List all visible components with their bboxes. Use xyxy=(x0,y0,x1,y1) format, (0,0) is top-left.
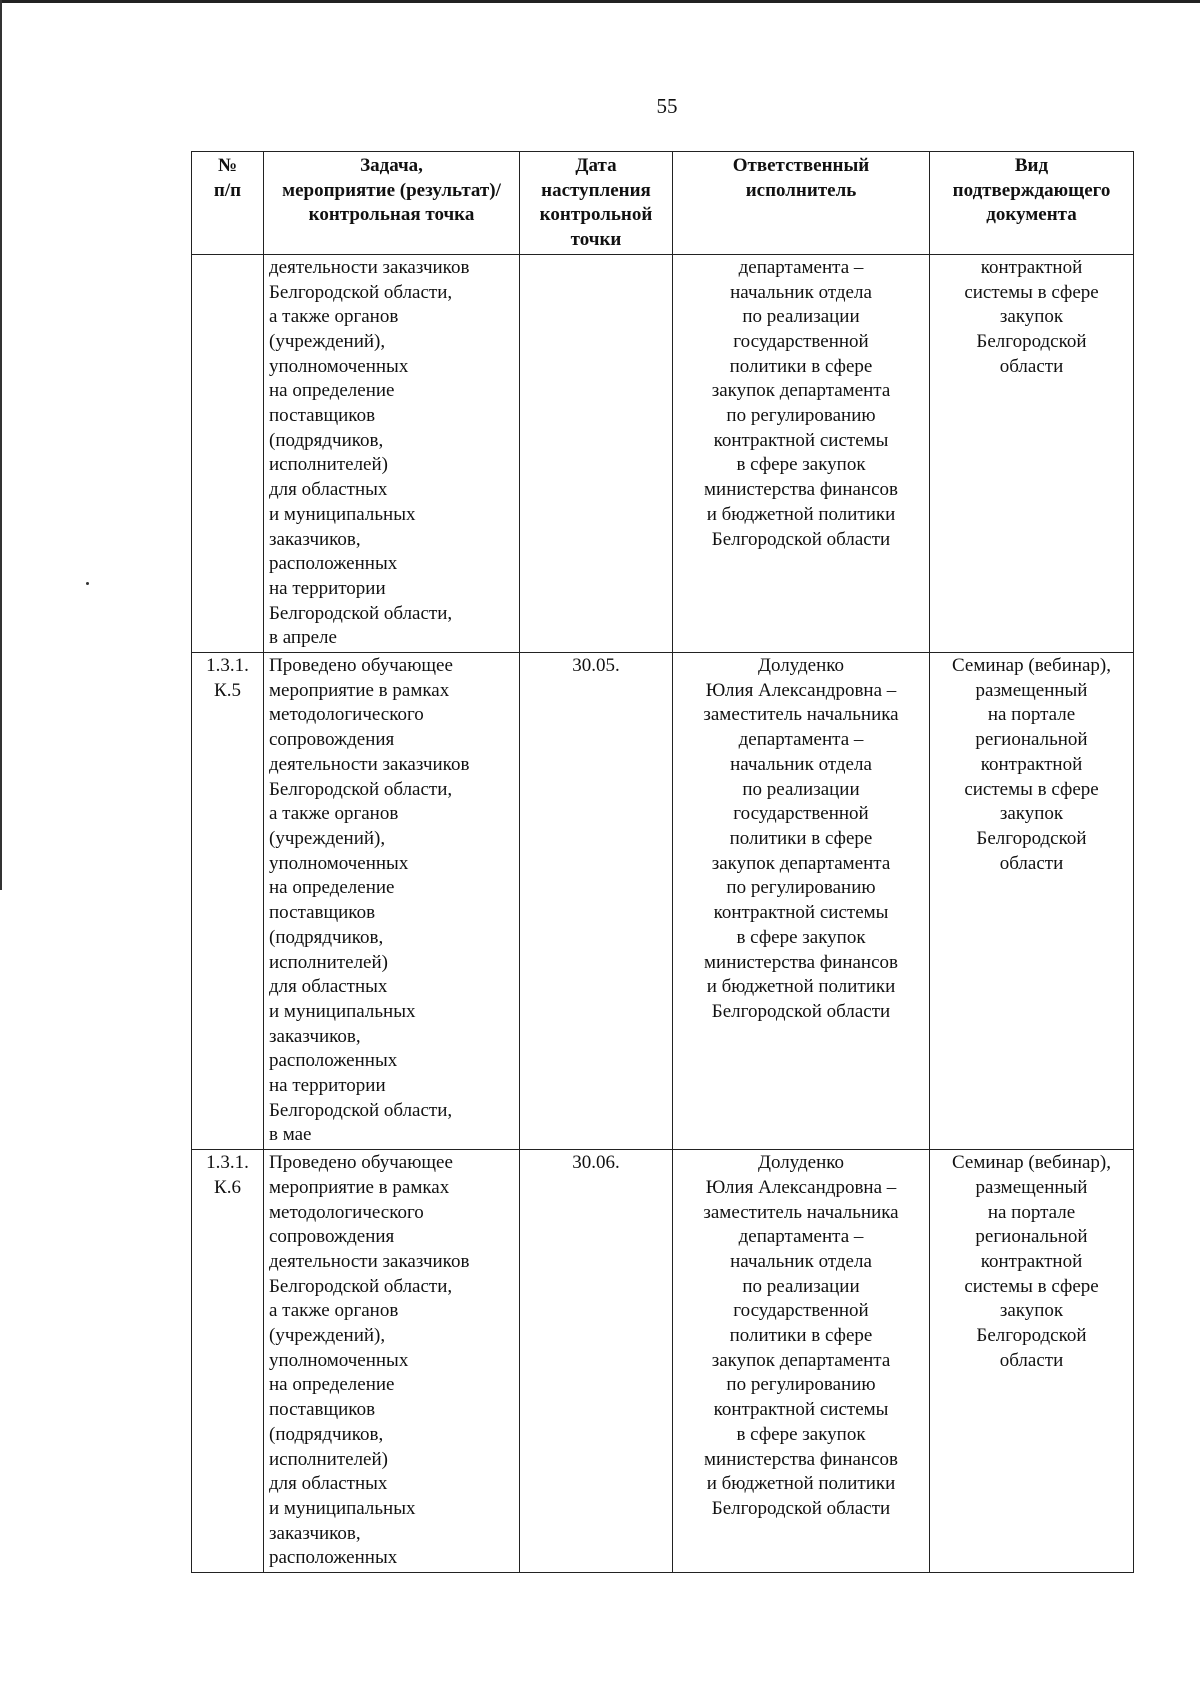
header-line: контрольная точка xyxy=(308,204,475,226)
cell-responsible xyxy=(673,653,930,1150)
cell-responsible xyxy=(673,254,930,652)
header-line: контрольной xyxy=(539,204,653,226)
cell-document xyxy=(930,1150,1134,1573)
cell-line: и муниципальных xyxy=(269,1000,416,1022)
table-row xyxy=(192,653,1134,1150)
table-header-row xyxy=(192,152,1134,255)
header-line: документа xyxy=(986,204,1077,226)
cell-line: в мае xyxy=(269,1124,312,1146)
header-line: наступления xyxy=(541,179,651,201)
cell-line: исполнителей) xyxy=(269,454,388,476)
cell-line: в сфере закупок xyxy=(736,454,866,476)
header-line: Дата xyxy=(575,155,617,176)
cell-line: уполномоченных xyxy=(269,852,409,874)
cell-line: методологического xyxy=(269,1201,424,1223)
cell-line: региональной xyxy=(975,729,1088,751)
header-line: точки xyxy=(570,229,622,251)
cell-line: министерства финансов xyxy=(704,1448,898,1470)
cell-document xyxy=(930,653,1134,1150)
cell-line: по реализации xyxy=(742,778,860,800)
cell-responsible xyxy=(673,1150,930,1573)
cell-line: закупок xyxy=(999,1300,1064,1322)
cell-line: (учреждений), xyxy=(269,1325,386,1347)
cell-line: для областных xyxy=(269,479,388,501)
cell-line: Белгородской xyxy=(976,1325,1087,1347)
cell-number xyxy=(192,653,264,1150)
cell-line: государственной xyxy=(733,1300,869,1322)
cell-line: начальник отдела xyxy=(730,753,872,775)
cell-line: на определение xyxy=(269,1374,395,1396)
header-line: Ответственный xyxy=(732,155,870,176)
cell-line: а также органов xyxy=(269,1300,399,1322)
cell-line: по регулированию xyxy=(726,1374,876,1396)
cell-line: на определение xyxy=(269,380,395,402)
scan-top-edge xyxy=(0,0,1200,3)
cell-line: заказчиков, xyxy=(269,1522,361,1544)
cell-line: Юлия Александровна – xyxy=(705,1176,897,1198)
cell-date xyxy=(520,254,673,652)
cell-line: заказчиков, xyxy=(269,528,361,550)
cell-line: (учреждений), xyxy=(269,330,386,352)
header-date xyxy=(520,152,673,255)
cell-line: и бюджетной политики xyxy=(706,976,896,998)
cell-line: государственной xyxy=(733,330,869,352)
cell-line: области xyxy=(999,852,1064,874)
cell-line: 30.05. xyxy=(572,655,620,677)
cell-line: для областных xyxy=(269,976,388,998)
cell-line: региональной xyxy=(975,1226,1088,1248)
cell-line: Семинар (вебинар), xyxy=(951,655,1111,677)
cell-line: поставщиков xyxy=(269,405,376,427)
cell-line: департамента – xyxy=(738,729,864,751)
cell-line: контрактной системы xyxy=(713,1399,889,1421)
cell-date xyxy=(520,1150,673,1573)
cell-line: (учреждений), xyxy=(269,827,386,849)
cell-line: министерства финансов xyxy=(704,951,898,973)
cell-line: Белгородской xyxy=(976,827,1087,849)
cell-line: в апреле xyxy=(269,627,337,649)
cell-line: закупок департамента xyxy=(711,852,891,874)
cell-line: министерства финансов xyxy=(704,479,898,501)
cell-line: и муниципальных xyxy=(269,503,416,525)
cell-line: деятельности заказчиков xyxy=(269,753,470,775)
scan-left-edge xyxy=(0,0,2,890)
cell-line: мероприятие в рамках xyxy=(269,679,450,701)
cell-line: на территории xyxy=(269,577,386,599)
cell-line: закупок xyxy=(999,306,1064,328)
header-line: подтверждающего xyxy=(952,179,1111,201)
cell-line: Белгородской области, xyxy=(269,281,453,303)
cell-line: исполнителей) xyxy=(269,1448,388,1470)
cell-line: политики в сфере xyxy=(729,355,873,377)
page-number: 55 xyxy=(656,94,678,118)
cell-line: системы в сфере xyxy=(964,778,1099,800)
cell-line: области xyxy=(999,1349,1064,1371)
table-row xyxy=(192,254,1134,652)
table-row xyxy=(192,1150,1134,1573)
cell-line: исполнителей) xyxy=(269,951,388,973)
cell-line: поставщиков xyxy=(269,1399,376,1421)
cell-line: а также органов xyxy=(269,803,399,825)
header-line: № xyxy=(217,155,238,176)
cell-line: политики в сфере xyxy=(729,827,873,849)
cell-line: 1.3.1. xyxy=(206,655,249,677)
cell-line: Долуденко xyxy=(757,655,845,677)
cell-line: заказчиков, xyxy=(269,1025,361,1047)
cell-line: в сфере закупок xyxy=(736,926,866,948)
header-line: Задача, xyxy=(360,155,423,176)
cell-line: закупок департамента xyxy=(711,1349,891,1371)
cell-line: уполномоченных xyxy=(269,1349,409,1371)
cell-number xyxy=(192,254,264,652)
cell-line: заместитель начальника xyxy=(703,704,899,726)
cell-line: системы в сфере xyxy=(964,281,1099,303)
cell-line: контрактной системы xyxy=(713,429,889,451)
cell-line: на определение xyxy=(269,877,395,899)
cell-line: заместитель начальника xyxy=(703,1201,899,1223)
cell-line: государственной xyxy=(733,803,869,825)
cell-line: Белгородской области, xyxy=(269,1099,453,1121)
cell-line: и муниципальных xyxy=(269,1497,416,1519)
cell-line: К.5 xyxy=(214,679,241,701)
cell-line: по регулированию xyxy=(726,877,876,899)
cell-line: области xyxy=(999,355,1064,377)
header-responsible xyxy=(673,152,930,255)
cell-line: поставщиков xyxy=(269,902,376,924)
cell-line: а также органов xyxy=(269,306,399,328)
cell-line: уполномоченных xyxy=(269,355,409,377)
cell-line: Юлия Александровна – xyxy=(705,679,897,701)
cell-line: Долуденко xyxy=(757,1152,845,1174)
cell-line: контрактной xyxy=(980,1250,1083,1272)
cell-line: деятельности заказчиков xyxy=(269,256,470,278)
header-number xyxy=(192,152,264,255)
cell-line: контрактной системы xyxy=(713,902,889,924)
header-line: п/п xyxy=(213,179,242,201)
cell-task xyxy=(264,653,520,1150)
cell-line: (подрядчиков, xyxy=(269,429,384,451)
cell-line: политики в сфере xyxy=(729,1325,873,1347)
cell-line: на территории xyxy=(269,1075,386,1097)
cell-line: для областных xyxy=(269,1473,388,1495)
cell-line: Белгородской области xyxy=(711,1000,891,1022)
header-line: мероприятие (результат)/ xyxy=(282,179,501,201)
cell-line: начальник отдела xyxy=(730,1250,872,1272)
cell-line: 30.06. xyxy=(572,1152,620,1174)
cell-line: Белгородской области, xyxy=(269,1275,453,1297)
cell-line: Белгородской области, xyxy=(269,602,453,624)
cell-line: закупок департамента xyxy=(711,380,891,402)
cell-task xyxy=(264,1150,520,1573)
cell-line: Белгородской xyxy=(976,330,1087,352)
cell-line: по реализации xyxy=(742,306,860,328)
cell-line: департамента – xyxy=(738,1226,864,1248)
cell-line: (подрядчиков, xyxy=(269,926,384,948)
cell-line: методологического xyxy=(269,704,424,726)
cell-line: расположенных xyxy=(269,1050,398,1072)
cell-line: Белгородской области xyxy=(711,528,891,550)
cell-line: размещенный xyxy=(975,679,1088,701)
cell-document xyxy=(930,254,1134,652)
cell-line: в сфере закупок xyxy=(736,1423,866,1445)
cell-line: мероприятие в рамках xyxy=(269,1176,450,1198)
header-task xyxy=(264,152,520,255)
header-line: исполнитель xyxy=(745,179,857,201)
cell-line: сопровождения xyxy=(269,1226,395,1248)
table-body xyxy=(192,254,1134,1572)
header-line: Вид xyxy=(1014,155,1049,176)
cell-line: закупок xyxy=(999,803,1064,825)
cell-date xyxy=(520,653,673,1150)
cell-line: Семинар (вебинар), xyxy=(951,1152,1111,1174)
cell-line: К.6 xyxy=(214,1176,241,1198)
cell-line: расположенных xyxy=(269,553,398,575)
header-document xyxy=(930,152,1134,255)
cell-line: по регулированию xyxy=(726,405,876,427)
cell-line: на портале xyxy=(987,704,1076,726)
cell-line: и бюджетной политики xyxy=(706,1473,896,1495)
cell-line: контрактной xyxy=(980,256,1083,278)
cell-number xyxy=(192,1150,264,1573)
cell-line: 1.3.1. xyxy=(206,1152,249,1174)
cell-line: сопровождения xyxy=(269,729,395,751)
cell-line: контрактной xyxy=(980,753,1083,775)
cell-line: на портале xyxy=(987,1201,1076,1223)
cell-line: Проведено обучающее xyxy=(269,1152,453,1174)
cell-line: Белгородской области xyxy=(711,1497,891,1519)
cell-line: (подрядчиков, xyxy=(269,1423,384,1445)
cell-line: департамента – xyxy=(738,256,864,278)
plan-table xyxy=(191,151,1134,1573)
cell-line: деятельности заказчиков xyxy=(269,1250,470,1272)
cell-line: по реализации xyxy=(742,1275,860,1297)
cell-line: Белгородской области, xyxy=(269,778,453,800)
cell-line: системы в сфере xyxy=(964,1275,1099,1297)
cell-line: Проведено обучающее xyxy=(269,655,453,677)
cell-line: и бюджетной политики xyxy=(706,503,896,525)
cell-task xyxy=(264,254,520,652)
cell-line: размещенный xyxy=(975,1176,1088,1198)
cell-line: начальник отдела xyxy=(730,281,872,303)
scan-speck xyxy=(86,582,89,585)
cell-line: расположенных xyxy=(269,1547,398,1569)
